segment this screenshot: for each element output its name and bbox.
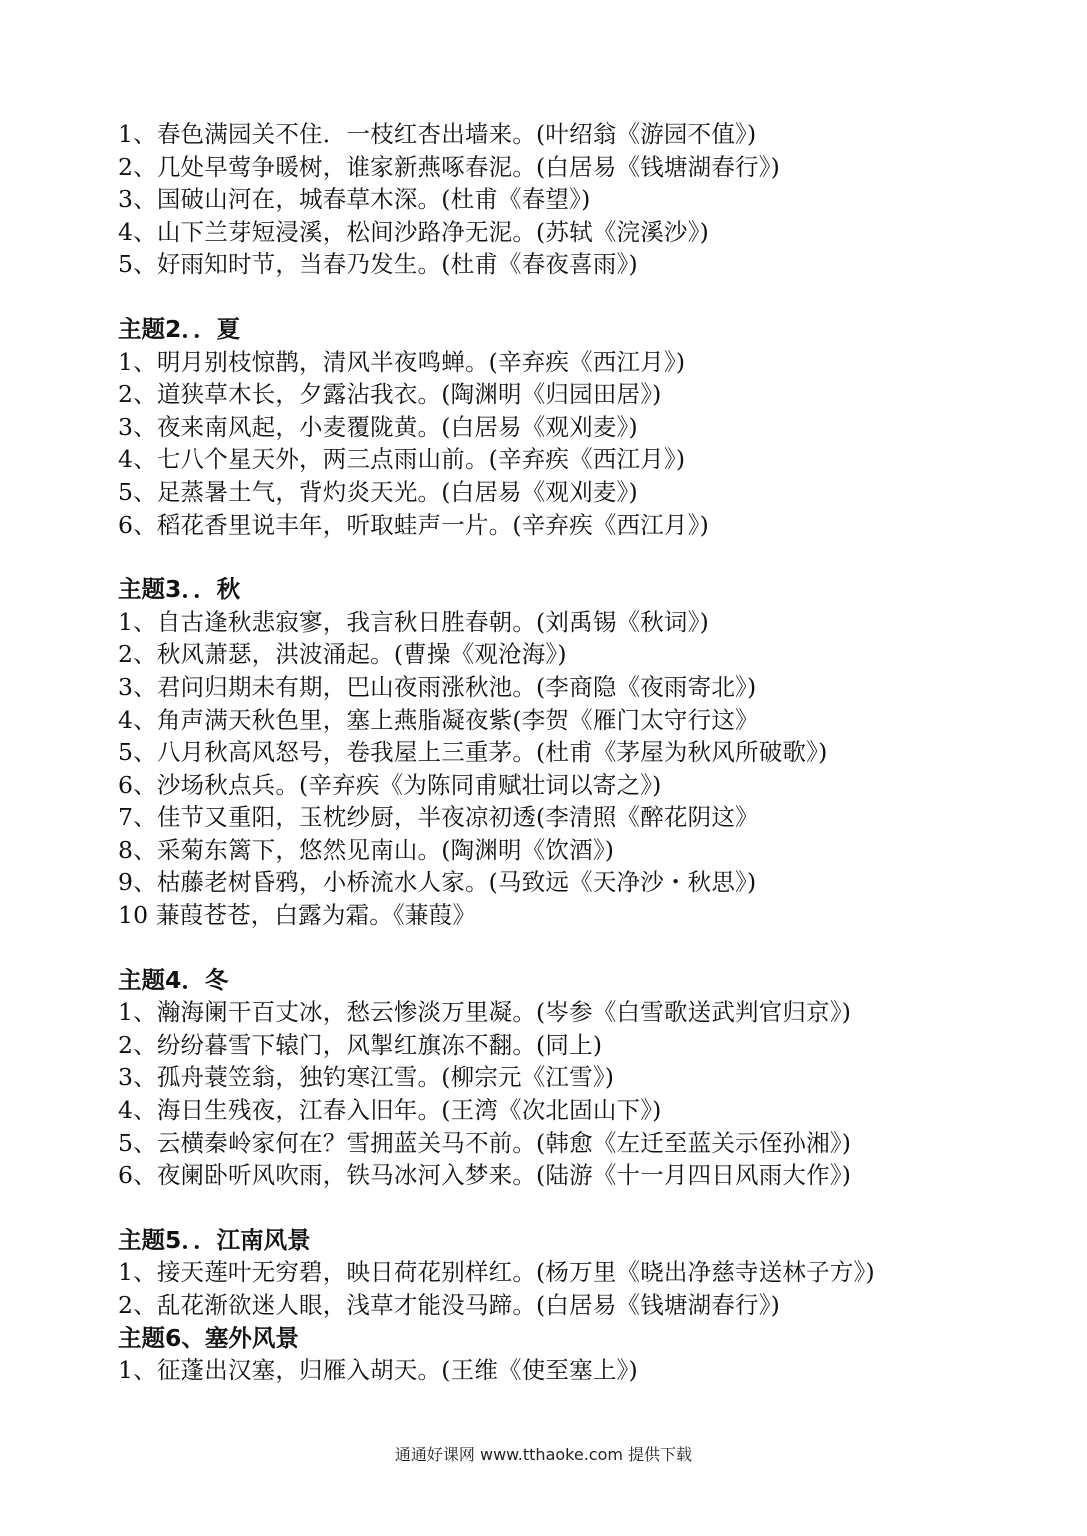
poem-line: 4、海日生残夜，江春入旧年。(王湾《次北固山下》): [118, 1096, 662, 1125]
poem-line: 1、自古逢秋悲寂寥，我言秋日胜春朝。(刘禹锡《秋词》): [118, 607, 709, 636]
section-heading: 主题3．．秋: [118, 575, 241, 604]
poem-line: 2、道狭草木长，夕露沾我衣。(陶渊明《归园田居》): [118, 380, 662, 409]
poem-line: 5、好雨知时节，当春乃发生。(杜甫《春夜喜雨》): [118, 250, 638, 279]
section-jiangnan: [118, 1224, 1018, 1322]
section-heading: 主题5．．江南风景: [118, 1225, 311, 1254]
poem-line: 2、乱花渐欲迷人眼，浅草才能没马蹄。(白居易《钱塘湖春行》): [118, 1291, 781, 1319]
poem-line: 7、佳节又重阳，玉枕纱厨，半夜凉初透(李清照《醉花阴这》: [118, 803, 759, 832]
poem-line: 1、接天莲叶无穷碧，映日荷花别样红。(杨万里《晓出净慈寺送林子方》): [118, 1258, 875, 1287]
poem-line: 6、夜阑卧听风吹雨，铁马冰河入梦来。(陆游《十一月四日风雨大作》): [118, 1161, 852, 1190]
poem-line: 3、君问归期未有期，巴山夜雨涨秋池。(李商隐《夜雨寄北》): [118, 672, 757, 701]
poem-line: 5、八月秋高风怒号，卷我屋上三重茅。(杜甫《茅屋为秋风所破歌》): [118, 738, 828, 767]
poem-line: 9、枯藤老树昏鸦，小桥流水人家。(马致远《天净沙・秋思》): [118, 868, 757, 897]
poem-line: 6、沙场秋点兵。(辛弃疾《为陈同甫赋壮词以寄之》): [118, 770, 662, 799]
poem-line: 1、明月别枝惊鹊，清风半夜鸣蝉。(辛弃疾《西江月》): [118, 347, 686, 376]
section-autumn: [118, 573, 1018, 932]
poem-line: 3、孤舟蓑笠翁，独钓寒江雪。(柳宗元《江雪》): [118, 1063, 615, 1092]
section-summer: [118, 313, 1018, 541]
section-gap: [118, 281, 1018, 313]
section-heading: 主题6、塞外风景: [118, 1323, 299, 1352]
poem-line: 5、足蒸暑土气，背灼炎天光。(白居易《观刈麦》): [118, 477, 638, 506]
document-body: [118, 118, 1018, 1387]
poem-line: 10 蒹葭苍苍，白露为霜。《蒹葭》: [118, 901, 477, 930]
intro-list: [118, 118, 1018, 281]
section-heading: 主题4．冬: [118, 965, 229, 994]
poem-line: 3、夜来南风起，小麦覆陇黄。(白居易《观刈麦》): [118, 412, 638, 441]
poem-line: 4、七八个星天外，两三点雨山前。(辛弃疾《西江月》): [118, 445, 686, 474]
poem-line: 8、采菊东篱下，悠然见南山。(陶渊明《饮酒》): [118, 835, 615, 864]
section-heading: 主题2．．夏: [118, 314, 241, 343]
poem-line: 5、云横秦岭家何在？雪拥蓝关马不前。(韩愈《左迁至蓝关示侄孙湘》): [118, 1128, 852, 1157]
section-gap: [118, 1192, 1018, 1224]
section-frontier: [118, 1322, 1018, 1387]
poem-line: 1、征蓬出汉塞，归雁入胡天。(王维《使至塞上》): [118, 1356, 638, 1385]
section-gap: [118, 541, 1018, 573]
poem-line: 6、稻花香里说丰年，听取蛙声一片。(辛弃疾《西江月》): [118, 510, 709, 539]
poem-line: 4、山下兰芽短浸溪，松间沙路净无泥。(苏轼《浣溪沙》): [118, 217, 709, 246]
poem-line: 1、瀚海阑干百丈冰，愁云惨淡万里凝。(岑参《白雪歌送武判官归京》): [118, 998, 852, 1027]
poem-line: 3、国破山河在，城春草木深。(杜甫《春望》): [118, 185, 591, 214]
poem-line: 1、春色满园关不住．一枝红杏出墙来。(叶绍翁《游园不值》): [118, 120, 757, 148]
page-footer: 通通好课网 www.tthaoke.com 提供下载: [394, 1445, 693, 1464]
poem-line: 2、纷纷暮雪下辕门，风掣红旗冻不翻。(同上): [118, 1030, 603, 1059]
section-gap: [118, 932, 1018, 964]
poem-line: 2、秋风萧瑟，洪波涌起。(曹操《观沧海》): [118, 640, 567, 669]
section-winter: [118, 964, 1018, 1192]
poem-line: 4、角声满天秋色里，塞上燕脂凝夜紫(李贺《雁门太守行这》: [118, 705, 759, 734]
poem-line: 2、几处早莺争暖树，谁家新燕啄春泥。(白居易《钱塘湖春行》): [118, 152, 781, 181]
